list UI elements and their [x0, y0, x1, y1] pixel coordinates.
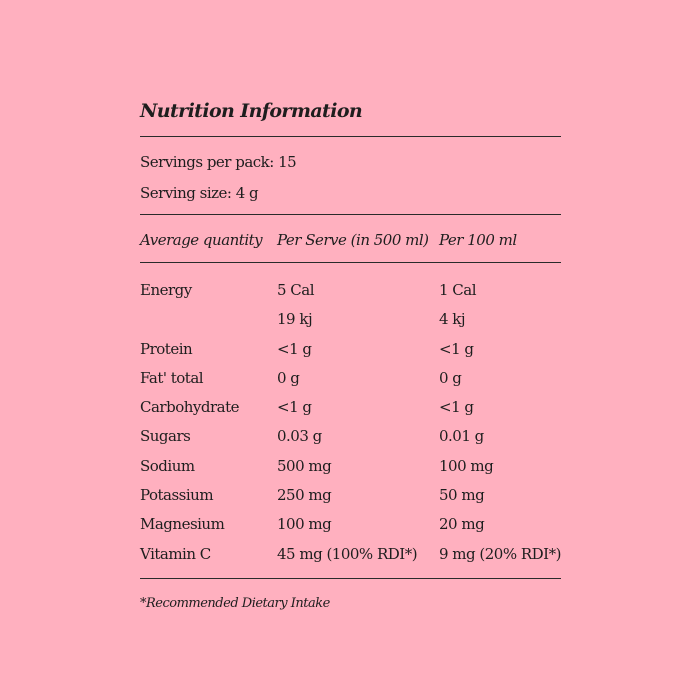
per-serve-value: 500 mg	[277, 456, 332, 475]
per-100ml-value: 4 kj	[439, 310, 466, 329]
nutrient-name: Sugars	[140, 427, 191, 446]
nutrient-name: Sodium	[140, 456, 195, 475]
per-100ml-value: 20 mg	[439, 515, 485, 534]
footnote: *Recommended Dietary Intake	[140, 595, 330, 611]
nutrient-name: Vitamin C	[140, 544, 211, 563]
per-100ml-value: 1 Cal	[439, 281, 477, 299]
table-row-sugars	[140, 422, 561, 451]
nutrient-name: Energy	[140, 281, 192, 299]
per-serve-value: 5 Cal	[277, 281, 315, 299]
per-serve-value: 250 mg	[277, 486, 332, 505]
nutrient-name: Fat' total	[140, 368, 204, 387]
per-serve-value: 45 mg (100% RDI*)	[277, 544, 418, 563]
nutrient-name: Potassium	[140, 486, 214, 505]
table-row-carbohydrate	[140, 393, 561, 422]
table-row-fat	[140, 364, 561, 393]
divider	[140, 136, 561, 137]
table-row-magnesium	[140, 510, 561, 539]
table-row-energy	[140, 276, 561, 305]
per-serve-value: <1 g	[277, 398, 312, 417]
per-100ml-value: 9 mg (20% RDI*)	[439, 544, 561, 563]
panel-title: Nutrition Information	[140, 100, 363, 122]
servings-per-pack: Servings per pack: 15	[140, 153, 297, 171]
nutrient-name: Protein	[140, 339, 193, 358]
per-100ml-value: <1 g	[439, 339, 474, 358]
nutrient-name: Carbohydrate	[140, 398, 239, 417]
per-serve-value: 100 mg	[277, 515, 332, 534]
per-serve-value: <1 g	[277, 339, 312, 358]
per-serve-value: 19 kj	[277, 310, 313, 329]
per-100ml-value: 50 mg	[439, 486, 485, 505]
table-header	[140, 215, 561, 262]
nutrition-panel	[140, 96, 561, 613]
header-average-quantity: Average quantity	[140, 231, 263, 249]
serving-size: Serving size: 4 g	[140, 184, 259, 202]
nutrient-name: Magnesium	[140, 515, 225, 534]
header-per-serve: Per Serve (in 500 ml)	[277, 231, 429, 249]
table-row-vitamin-c	[140, 540, 561, 569]
per-serve-value: 0 g	[277, 368, 300, 387]
header-per-100ml: Per 100 ml	[439, 231, 517, 249]
per-100ml-value: 0 g	[439, 368, 462, 387]
table-row-potassium	[140, 481, 561, 510]
per-100ml-value: 0.01 g	[439, 427, 484, 446]
divider	[140, 578, 561, 579]
table-body	[140, 263, 561, 578]
per-serve-value: 0.03 g	[277, 427, 322, 446]
table-row-sodium	[140, 452, 561, 481]
per-100ml-value: 100 mg	[439, 456, 494, 475]
table-row-energy-kj	[140, 305, 561, 334]
per-100ml-value: <1 g	[439, 398, 474, 417]
table-row-protein	[140, 335, 561, 364]
